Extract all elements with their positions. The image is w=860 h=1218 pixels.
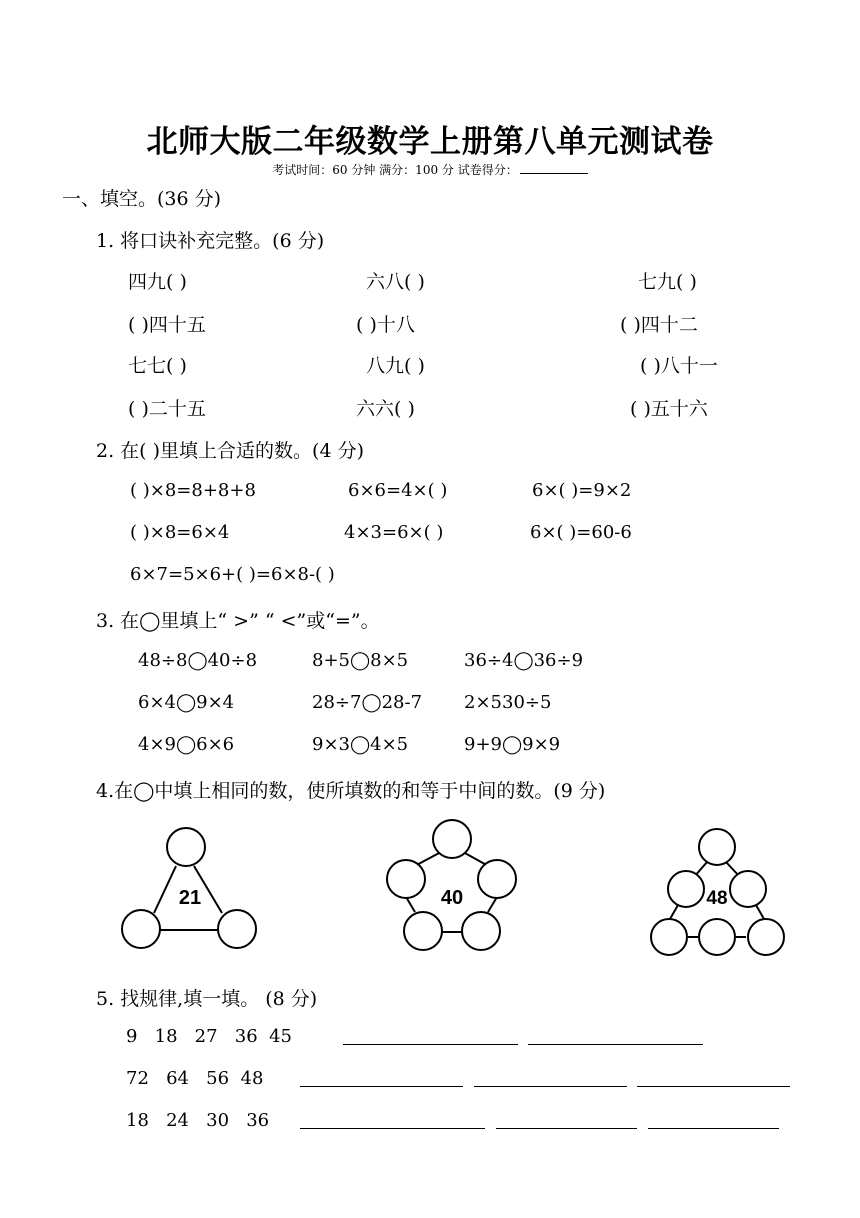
answer-blank[interactable] (637, 1086, 790, 1087)
q2-item: 6×7=5×6+( )=6×8-( ) (130, 564, 335, 585)
q1-item: 八九( ) (366, 355, 425, 377)
q3-item: 4×9◯6×6 (138, 734, 235, 755)
q2-item: 6×( )=9×2 (532, 480, 632, 501)
answer-blank[interactable] (300, 1128, 485, 1129)
q1-item: ( )二十五 (128, 398, 206, 420)
q2-item: 6×6=4×( ) (348, 480, 448, 501)
blank-circle[interactable] (462, 912, 500, 950)
q3-item: 9+9◯9×9 (464, 734, 561, 755)
triangle-figure (110, 818, 270, 958)
figure-center-number: 48 (706, 888, 728, 909)
answer-blank[interactable] (343, 1044, 518, 1045)
blank-circle[interactable] (122, 910, 160, 948)
blank-circle[interactable] (651, 919, 687, 955)
q2-item: 6×( )=60-6 (530, 522, 632, 543)
q5-sequence: 9 18 27 36 45 (126, 1026, 293, 1047)
blank-circle[interactable] (748, 919, 784, 955)
q5-heading: 5. 找规律,填一填。 (8 分) (96, 988, 318, 1010)
q5-sequence: 18 24 30 36 (126, 1110, 270, 1131)
blank-circle[interactable] (387, 860, 425, 898)
answer-blank[interactable] (300, 1086, 463, 1087)
q1-item: ( )十八 (356, 314, 415, 336)
q2-item: 4×3=6×( ) (344, 522, 444, 543)
exam-info (0, 161, 860, 178)
answer-blank[interactable] (496, 1128, 637, 1129)
q3-item: 8+5◯8×5 (312, 650, 409, 671)
blank-circle[interactable] (167, 828, 205, 866)
q3-item: 6×4◯9×4 (138, 692, 235, 713)
q2-item: ( )×8=6×4 (130, 522, 230, 543)
answer-blank[interactable] (648, 1128, 779, 1129)
score-blank (520, 161, 588, 174)
q4-heading: 4.在◯中填上相同的数，使所填数的和等于中间的数。(9 分) (96, 780, 606, 802)
blank-circle[interactable] (699, 829, 735, 865)
q1-item: 七七( ) (128, 355, 187, 377)
q1-item: ( )八十一 (640, 355, 718, 377)
answer-blank[interactable] (474, 1086, 627, 1087)
page-title: 北师大版二年级数学上册第八单元测试卷 (146, 124, 714, 160)
q3-item: 36÷4◯36÷9 (464, 650, 584, 671)
q3-item: 48÷8◯40÷8 (138, 650, 258, 671)
q3-item: 2×530÷5 (464, 692, 552, 713)
q1-item: ( )四十五 (128, 314, 206, 336)
q1-item: ( )五十六 (630, 398, 708, 420)
blank-circle[interactable] (699, 919, 735, 955)
q3-item: 9×3◯4×5 (312, 734, 409, 755)
q3-heading: 3. 在◯里填上“ >” “ <”或“=”。 (96, 610, 380, 632)
q1-item: ( )四十二 (620, 314, 698, 336)
figure-center-number: 40 (440, 887, 464, 909)
q1-item: 四九( ) (128, 271, 187, 293)
q1-item: 七九( ) (638, 271, 697, 293)
figure-center-number: 21 (178, 887, 202, 909)
blank-circle[interactable] (218, 910, 256, 948)
q2-item: ( )×8=8+8+8 (130, 480, 256, 501)
q5-sequence: 72 64 56 48 (126, 1068, 264, 1089)
q3-item: 28÷7◯28-7 (312, 692, 423, 713)
exam-info-text: 考试时间：60 分钟 满分：100 分 试卷得分： (272, 163, 518, 177)
blank-circle[interactable] (404, 912, 442, 950)
stacked-triangle-figure (644, 822, 794, 962)
answer-blank[interactable] (528, 1044, 703, 1045)
blank-circle[interactable] (668, 871, 704, 907)
q2-heading: 2. 在( )里填上合适的数。(4 分) (96, 440, 364, 462)
q1-item: 六六( ) (356, 398, 415, 420)
q1-item: 六八( ) (366, 271, 425, 293)
blank-circle[interactable] (478, 860, 516, 898)
q1-heading: 1. 将口诀补充完整。(6 分) (96, 230, 325, 252)
blank-circle[interactable] (433, 820, 471, 858)
section-heading: 一、填空。(36 分) (62, 188, 222, 210)
pentagon-figure (380, 814, 530, 960)
blank-circle[interactable] (730, 871, 766, 907)
